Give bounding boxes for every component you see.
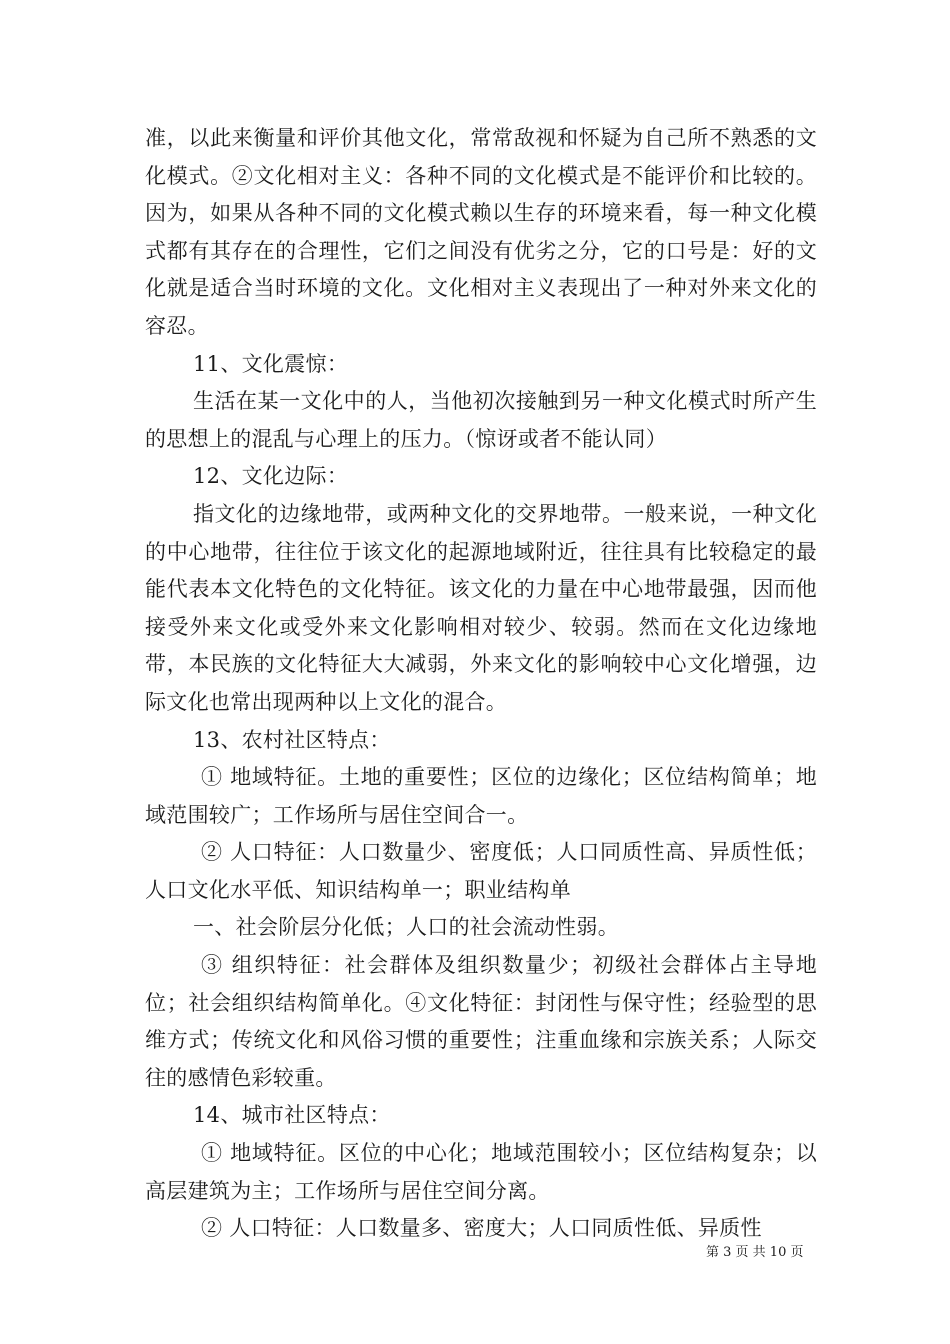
paragraph-rural-population: ② 人口特征：人口数量少、密度低；人口同质性高、异质性低；人口文化水平低、知识结构单一；职业结构单 bbox=[145, 840, 817, 902]
paragraph-culture-shock: 生活在某一文化中的人，当他初次接触到另一种文化模式时所产生的思想上的混乱与心理上的压力。（惊讶或者不能认同） bbox=[145, 389, 817, 451]
heading-culture-margin: 12、文化边际： bbox=[193, 464, 349, 489]
paragraph-rural-population-cont: 一、社会阶层分化低；人口的社会流动性弱。 bbox=[193, 915, 619, 940]
paragraph-urban-region: ① 地域特征。区位的中心化；地域范围较小；区位结构复杂；以高层建筑为主；工作场所与居住空间分离。 bbox=[145, 1141, 817, 1203]
heading-culture-shock: 11、文化震惊： bbox=[193, 351, 349, 376]
paragraph-rural-region: ① 地域特征。土地的重要性；区位的边缘化；区位结构简单；地域范围较广；工作场所与居住空间合一。 bbox=[145, 765, 817, 827]
paragraph-rural-organization: ③ 组织特征：社会群体及组织数量少；初级社会群体占主导地位；社会组织结构简单化。④文化特征：封闭性与保守性；经验型的思维方式；传统文化和风俗习惯的重要性；注重血缘和宗族关系；人际交往的感情色彩较重。 bbox=[145, 953, 817, 1090]
paragraph-culture-relativism: 准，以此来衡量和评价其他文化，常常敌视和怀疑为自己所不熟悉的文化模式。②文化相对主义：各种不同的文化模式是不能评价和比较的。因为，如果从各种不同的文化模式赖以生存的环境来看，每一种文化模式都有其存在的合理性，它们之间没有优劣之分，它的口号是：好的文化就是适合当时环境的文化。文化相对主义表现出了一种对外来文化的容忍。 bbox=[145, 126, 817, 338]
document-body bbox=[145, 120, 817, 1248]
paragraph-urban-population: ② 人口特征：人口数量多、密度大；人口同质性低、异质性 bbox=[201, 1216, 762, 1241]
heading-rural-community: 13、农村社区特点： bbox=[193, 727, 391, 752]
page-number-footer: 第 3 页 共 10 页 bbox=[706, 1245, 804, 1260]
paragraph-culture-margin: 指文化的边缘地带，或两种文化的交界地带。一般来说，一种文化的中心地带，往往位于该文化的起源地域附近，往往具有比较稳定的最能代表本文化特色的文化特征。该文化的力量在中心地带最强，因而他接受外来文化或受外来文化影响相对较少、较弱。然而在文化边缘地带，本民族的文化特征大大减弱，外来文化的影响较中心文化增强，边际文化也常出现两种以上文化的混合。 bbox=[145, 501, 817, 714]
heading-urban-community: 14、城市社区特点： bbox=[193, 1103, 391, 1128]
